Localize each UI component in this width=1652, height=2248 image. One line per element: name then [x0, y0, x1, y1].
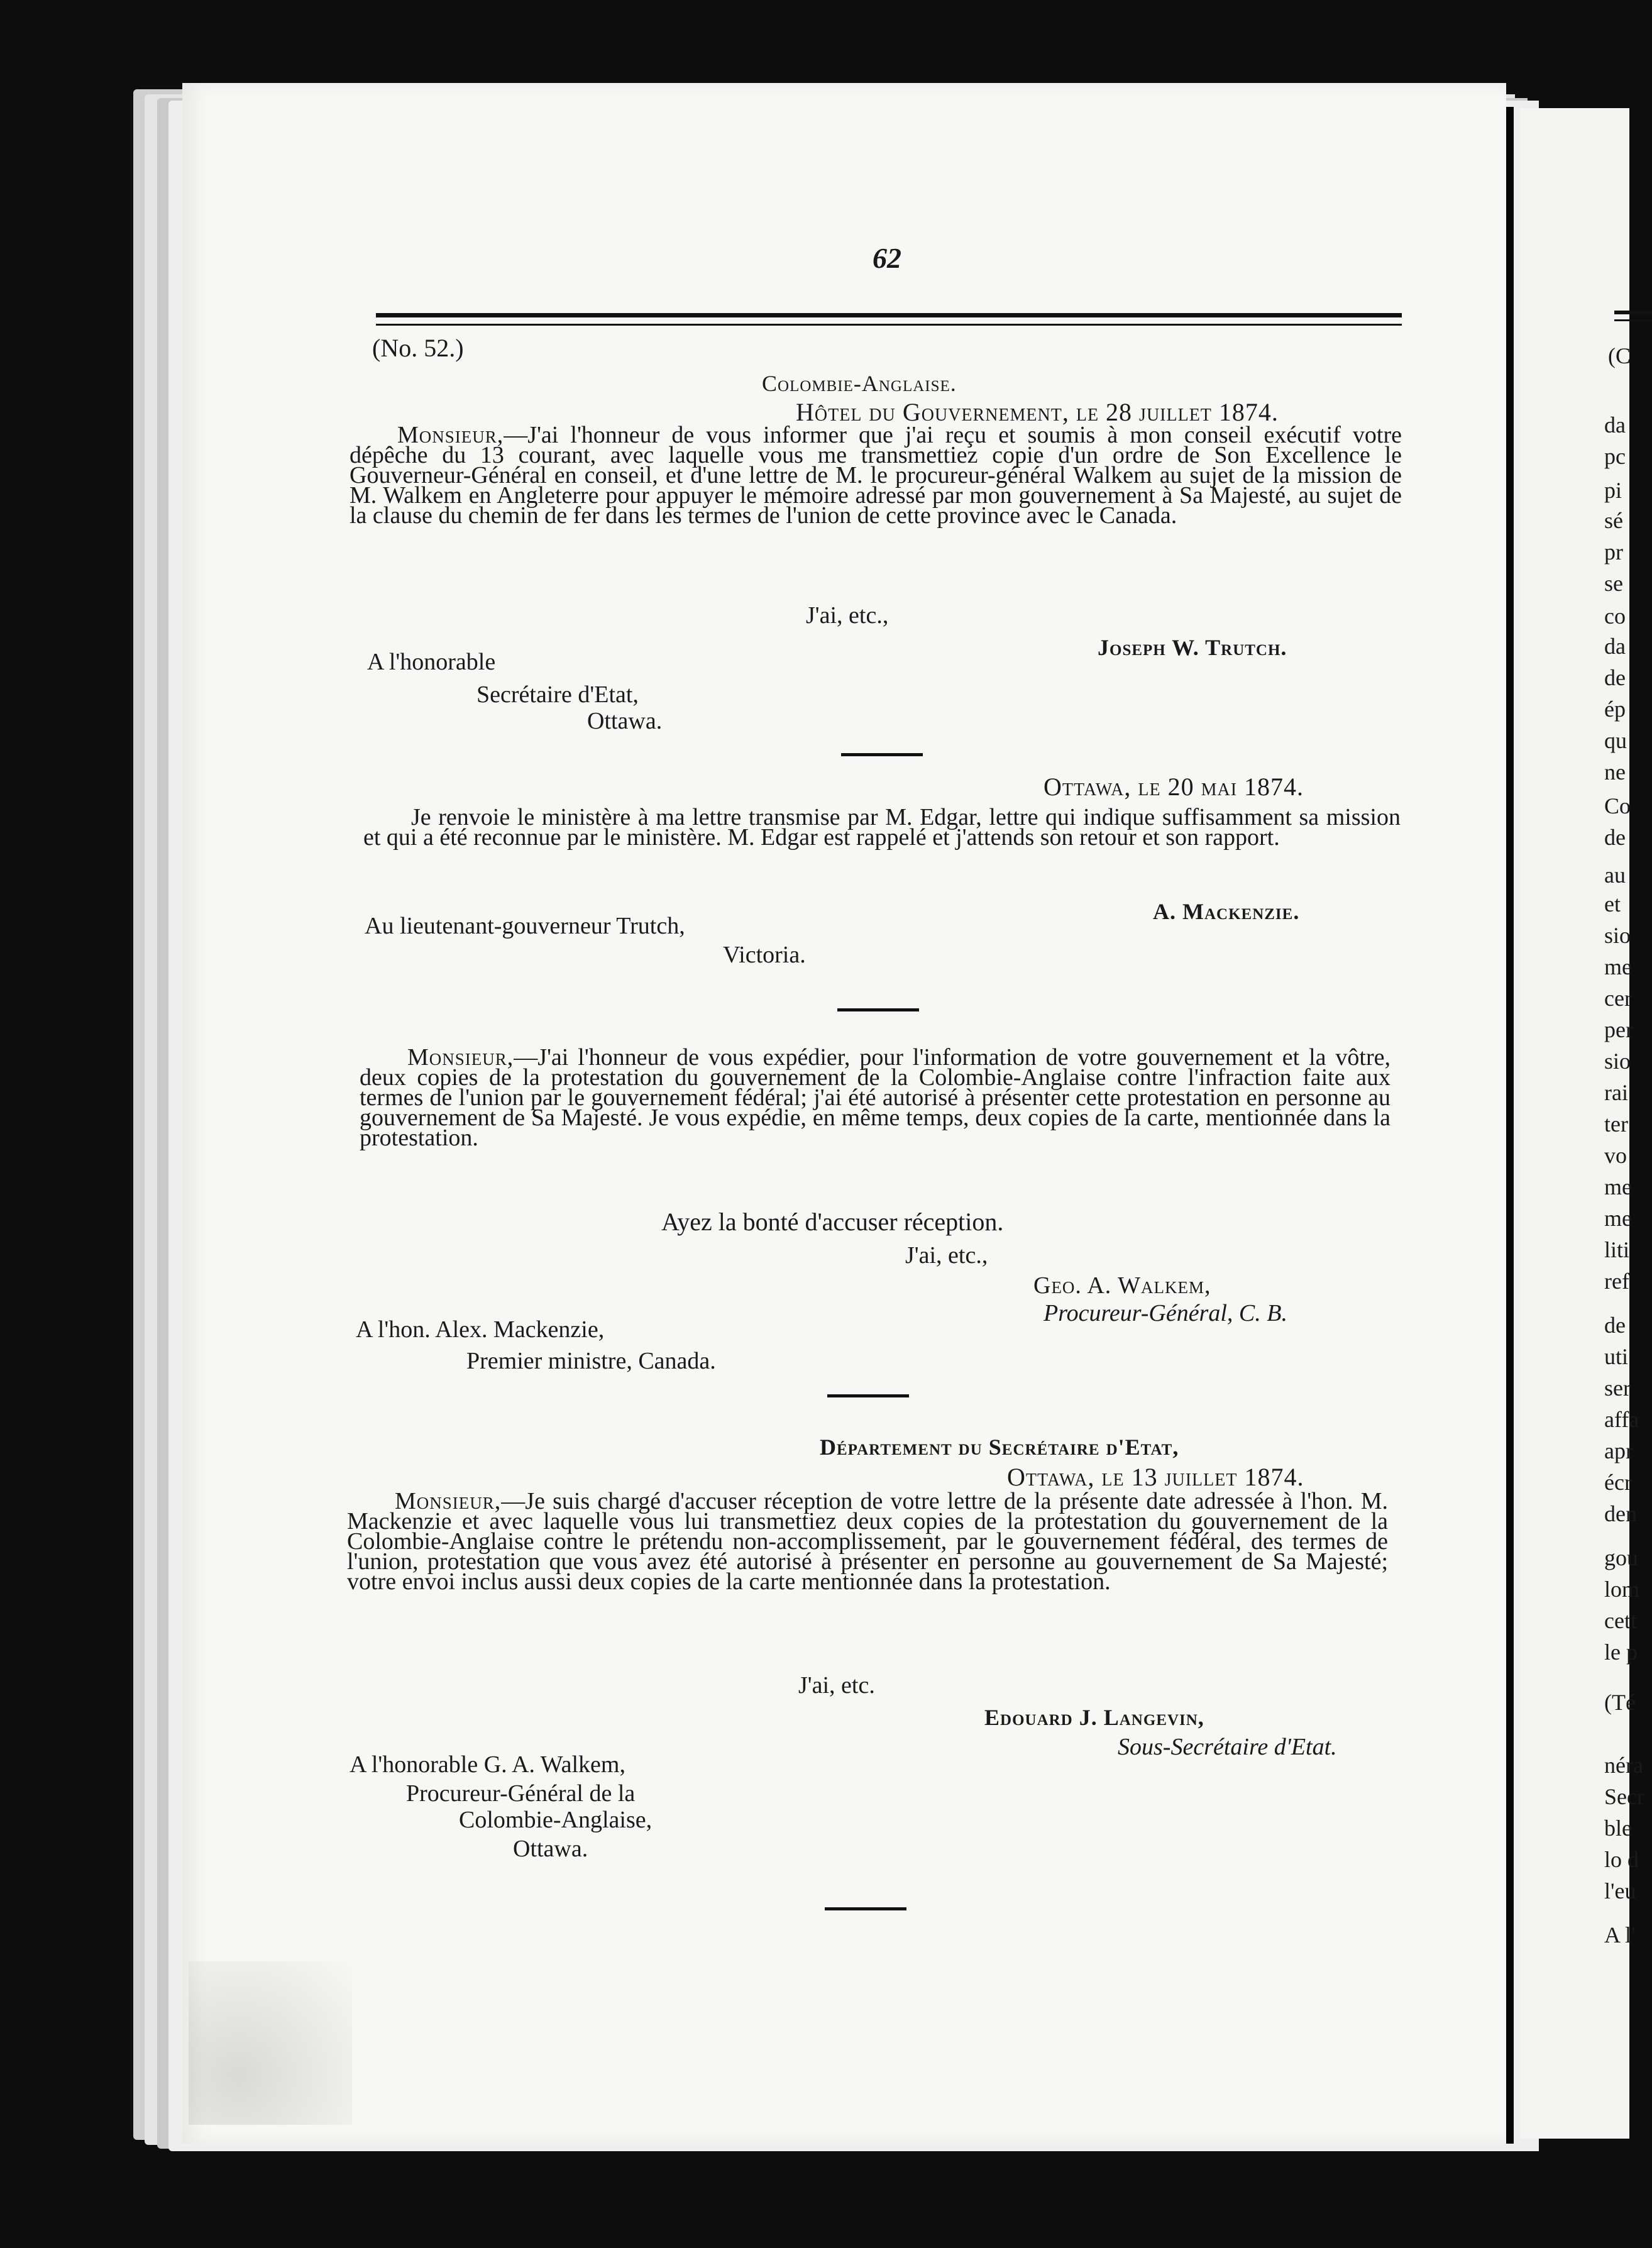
- addressee-line: Secrétaire d'Etat,: [476, 681, 639, 708]
- adjacent-page-text: den: [1604, 1501, 1637, 1526]
- adjacent-page-text: qu: [1604, 728, 1627, 753]
- salutation: Monsieur,: [397, 422, 504, 448]
- adjacent-page-text: le p: [1604, 1639, 1638, 1665]
- adjacent-page-text: da: [1604, 412, 1626, 438]
- closing: J'ai, etc.: [798, 1672, 875, 1699]
- adjacent-page-text: sio: [1604, 1049, 1631, 1074]
- signature-title: Procureur-Général, C. B.: [1044, 1300, 1287, 1326]
- document-number: (No. 52.): [372, 334, 464, 362]
- adjacent-page-text: affa: [1604, 1407, 1639, 1432]
- addressee-line: A l'hon. Alex. Mackenzie,: [356, 1316, 605, 1343]
- adjacent-page-text: ser: [1604, 1375, 1631, 1401]
- closing: J'ai, etc.,: [806, 602, 889, 629]
- header-double-rule: [376, 313, 1402, 326]
- signature: Geo. A. Walkem,: [1033, 1272, 1211, 1299]
- adjacent-page-text: de: [1604, 665, 1626, 690]
- adjacent-page-text: ref: [1604, 1269, 1629, 1294]
- adjacent-page-text: liti: [1604, 1237, 1630, 1262]
- adjacent-page-text: lo d: [1604, 1847, 1639, 1872]
- addressee-line: Victoria.: [723, 942, 806, 968]
- salutation: Monsieur,: [395, 1488, 502, 1514]
- section-separator: [825, 1907, 906, 1910]
- dateline: Hôtel du Gouvernement, le 28 juillet 1874.: [796, 398, 1279, 426]
- adjacent-page-text: ép: [1604, 697, 1626, 722]
- adjacent-page-text: vo: [1604, 1143, 1627, 1168]
- addressee-line: Colombie-Anglaise,: [459, 1807, 653, 1833]
- closing: Ayez la bonté d'accuser réception.: [661, 1208, 1004, 1236]
- adjacent-page-text: apr: [1604, 1438, 1633, 1463]
- addressee-line: Premier ministre, Canada.: [466, 1348, 716, 1374]
- adjacent-page-text: sé: [1604, 508, 1623, 533]
- signature-title: Sous-Secrétaire d'Etat.: [1118, 1734, 1337, 1760]
- dateline: Ottawa, le 13 juillet 1874.: [1007, 1463, 1304, 1491]
- adjacent-page-text: ne: [1604, 759, 1626, 785]
- adjacent-page-text: lom: [1604, 1577, 1640, 1602]
- place-heading: Colombie-Anglaise.: [762, 371, 957, 396]
- adjacent-page-text: uti: [1604, 1344, 1629, 1369]
- adjacent-page-text: pi: [1604, 478, 1622, 503]
- addressee-line: Ottawa.: [587, 708, 663, 734]
- addressee-line: Ottawa.: [513, 1836, 588, 1862]
- adjacent-page-text: Co: [1604, 793, 1631, 818]
- adjacent-page-text: et: [1604, 891, 1621, 917]
- adjacent-page-fragment: [1520, 108, 1644, 2139]
- adjacent-page-text: (C: [1608, 343, 1631, 368]
- letter-body: [347, 1488, 1388, 1595]
- adjacent-page-text: se: [1604, 571, 1623, 596]
- adjacent-page-text: per: [1604, 1017, 1633, 1042]
- adjacent-page-text: A l': [1604, 1922, 1636, 1948]
- signature: A. Mackenzie.: [1153, 899, 1300, 924]
- letter-body: Je renvoie le ministère à ma lettre transmise par M. Edgar, lettre qui indique suffisamment sa mission et qui a été reconnue par le ministère. M. Edgar est rappelé et j'attends son retour et son rapport.: [363, 804, 1401, 851]
- addressee-line: A l'honorable: [367, 649, 496, 675]
- adjacent-page-text: de: [1604, 1313, 1626, 1338]
- adjacent-page-text: au: [1604, 862, 1626, 888]
- page-number: 62: [873, 242, 901, 274]
- header-rule-thin: [1614, 319, 1652, 321]
- page-smudge: [189, 1961, 352, 2125]
- section-separator: [837, 1008, 919, 1011]
- letter-body: [350, 422, 1402, 529]
- adjacent-page-text: me: [1604, 1174, 1632, 1199]
- salutation: Monsieur,: [407, 1044, 514, 1071]
- addressee-line: Au lieutenant-gouverneur Trutch,: [365, 913, 685, 939]
- header-rule: [1614, 311, 1652, 314]
- adjacent-page-text: da: [1604, 634, 1626, 659]
- body-text: —J'ai l'honneur de vous informer que j'ai reçu et soumis à mon conseil exécutif votre dépêche du 13 courant, avec laquelle vous me transmettiez copie d'un ordre de Son Excellence le Gouverneur-Général en conseil, et d'une lettre de M. le procureur-général Walkem au sujet de la mission de M. Walkem en Angleterre pour appuyer le mémoire adressé par mon gouvernement à Sa Majesté, au sujet de la clause du chemin de fer dans les termes de l'union de cette province avec le Canada.: [350, 422, 1402, 529]
- adjacent-page-text: me: [1604, 954, 1632, 979]
- adjacent-page-text: (Té: [1604, 1690, 1636, 1715]
- section-separator: [827, 1394, 909, 1397]
- body-text: —Je suis chargé d'accuser réception de votre lettre de la présente date adressée à l'hon. M. Mackenzie et avec laquelle vous lui transmettiez deux copies de la protestation du gouvernement de la Colombie-Anglaise contre le prétendu non-accomplissement, par le gouvernement fédéral, des termes de l'union, protestation que vous avez été autorisé à présenter en personne au gouvernement de Sa Majesté; votre envoi inclus aussi deux copies de la carte mentionnée dans la protestation.: [347, 1488, 1388, 1595]
- signature: Edouard J. Langevin,: [984, 1705, 1204, 1730]
- dateline: Ottawa, le 20 mai 1874.: [1044, 773, 1304, 801]
- adjacent-page-text: me: [1604, 1206, 1632, 1231]
- adjacent-page-text: ter: [1604, 1111, 1628, 1137]
- adjacent-page-text: gou: [1604, 1545, 1638, 1570]
- closing: J'ai, etc.,: [905, 1242, 988, 1269]
- adjacent-page-text: de: [1604, 825, 1626, 850]
- section-separator: [841, 753, 923, 756]
- adjacent-page-text: cer: [1604, 986, 1632, 1011]
- letter-body: [360, 1044, 1390, 1151]
- addressee-line: A l'honorable G. A. Walkem,: [350, 1751, 625, 1778]
- department-heading: Département du Secrétaire d'Etat,: [820, 1435, 1179, 1460]
- adjacent-page-text: pr: [1604, 539, 1623, 565]
- adjacent-page-text: l'eu: [1604, 1878, 1636, 1904]
- addressee-line: Procureur-Général de la: [406, 1780, 636, 1807]
- adjacent-page-text: pc: [1604, 444, 1626, 469]
- adjacent-page-text: cett: [1604, 1608, 1637, 1633]
- body-text: —J'ai l'honneur de vous expédier, pour l'information de votre gouvernement et la vôtre, deux copies de la protestation du gouvernement de la Colombie-Anglaise contre l'infraction faite aux termes de l'union par le gouvernement fédéral; j'ai été autorisé à présenter cette protestation en personne au gouvernement de Sa Majesté. Je vous expédie, en même temps, deux copies de la carte, mentionnée dans la protestation.: [360, 1044, 1390, 1151]
- adjacent-page-text: Secr: [1604, 1784, 1644, 1809]
- adjacent-page-text: écr: [1604, 1470, 1632, 1495]
- adjacent-page-text: rai: [1604, 1080, 1628, 1105]
- signature: Joseph W. Trutch.: [1098, 635, 1287, 660]
- adjacent-page-text: co: [1604, 603, 1626, 629]
- book-gutter: [1506, 107, 1514, 2144]
- adjacent-page-text: ble: [1604, 1815, 1632, 1841]
- adjacent-page-text: néra: [1604, 1753, 1643, 1778]
- adjacent-page-text: sio: [1604, 923, 1631, 948]
